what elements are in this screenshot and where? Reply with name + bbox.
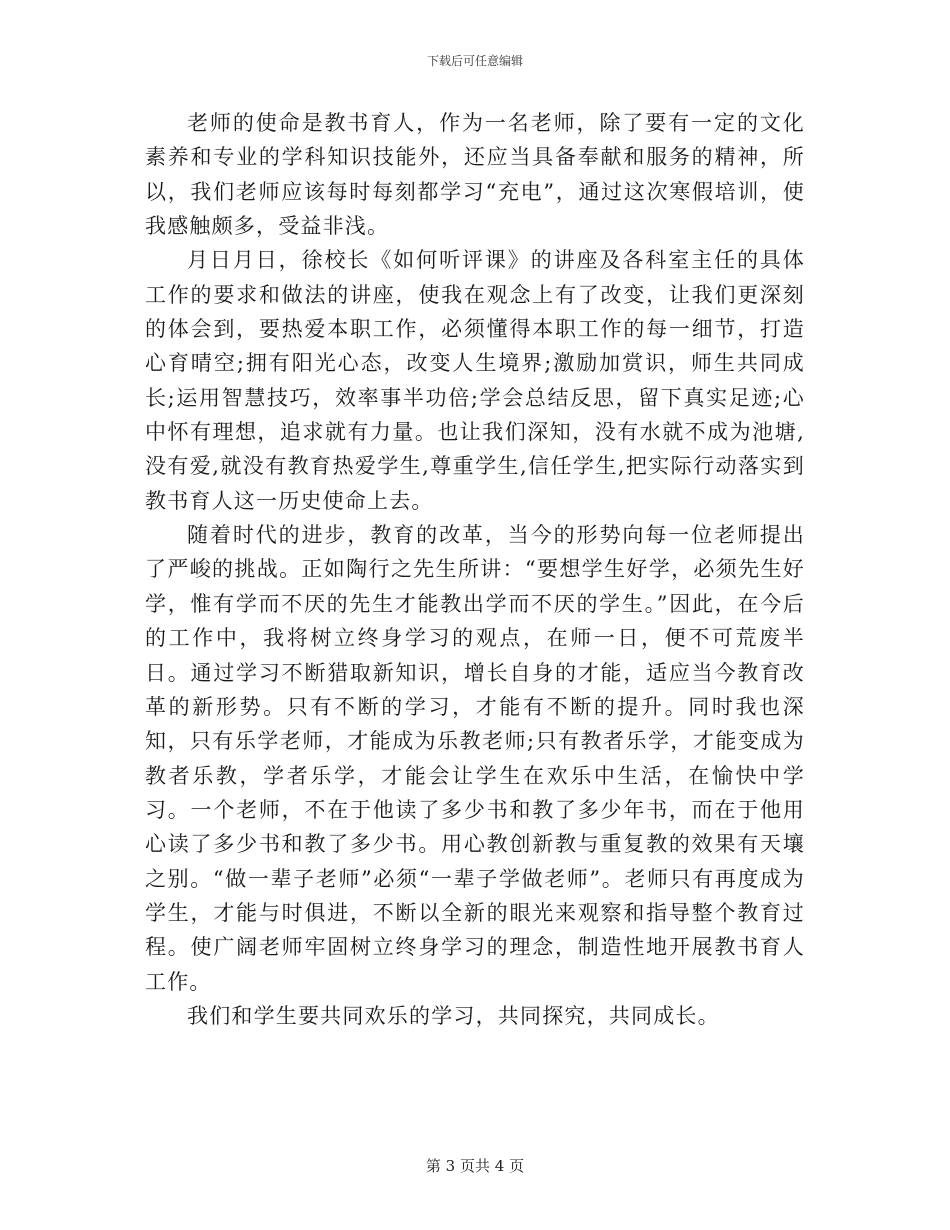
paragraph-1: 老师的使命是教书育人，作为一名老师，除了要有一定的文化素养和专业的学科知识技能外，还应当具备奉献和服务的精神，所以，我们老师应该每时每刻都学习“充电”，通过这次寒假培训，使我感触颇多，受益非浅。 <box>145 111 805 239</box>
page-header-note: 下载后可任意编辑 <box>426 54 523 68</box>
paragraph-4: 我们和学生要共同欢乐的学习，共同探究，共同成长。 <box>187 1003 720 1028</box>
paragraph-3: 随着时代的进步，教育的改革，当今的形势向每一位老师提出了严峻的挑战。正如陶行之先生所讲：“要想学生好学，必须先生好学，惟有学而不厌的先生才能教出学而不厌的学生。”因此，在今后的工作中，我将树立终身学习的观点，在师一日，便不可荒废半日。通过学习不断猎取新知识，增长自身的才能，适应当今教育改革的新形势。只有不断的学习，才能有不断的提升。同时我也深知，只有乐学老师，才能成为乐教老师;只有教者乐学，才能变成为教者乐教，学者乐学，才能会让学生在欢乐中生活，在愉快中学习。一个老师，不在于他读了多少书和教了多少年书，而在于他用心读了多少书和教了多少书。用心教创新教与重复教的效果有天壤之别。“做一辈子老师”必须“一辈子学做老师”。老师只有再度成为学生，才能与时俱进，不断以全新的眼光来观察和指导整个教育过程。使广阔老师牢固树立终身学习的理念，制造性地开展教书育人工作。 <box>145 523 805 994</box>
page-number-footer: 第 3 页共 4 页 <box>425 1157 525 1175</box>
paragraph-2: 月日月日，徐校长《如何听评课》的讲座及各科室主任的具体工作的要求和做法的讲座，使我在观念上有了改变，让我们更深刻的体会到，要热爱本职工作，必须懂得本职工作的每一细节，打造心育晴空;拥有阳光心态，改变人生境界;激励加赏识，师生共同成长;运用智慧技巧，效率事半功倍;学会总结反思，留下真实足迹;心中怀有理想，追求就有力量。也让我们深知，没有水就不成为池塘,没有爱,就没有教育热爱学生,尊重学生,信任学生,把实际行动落实到教书育人这一历史使命上去。 <box>145 248 805 513</box>
document-body <box>145 106 805 1033</box>
